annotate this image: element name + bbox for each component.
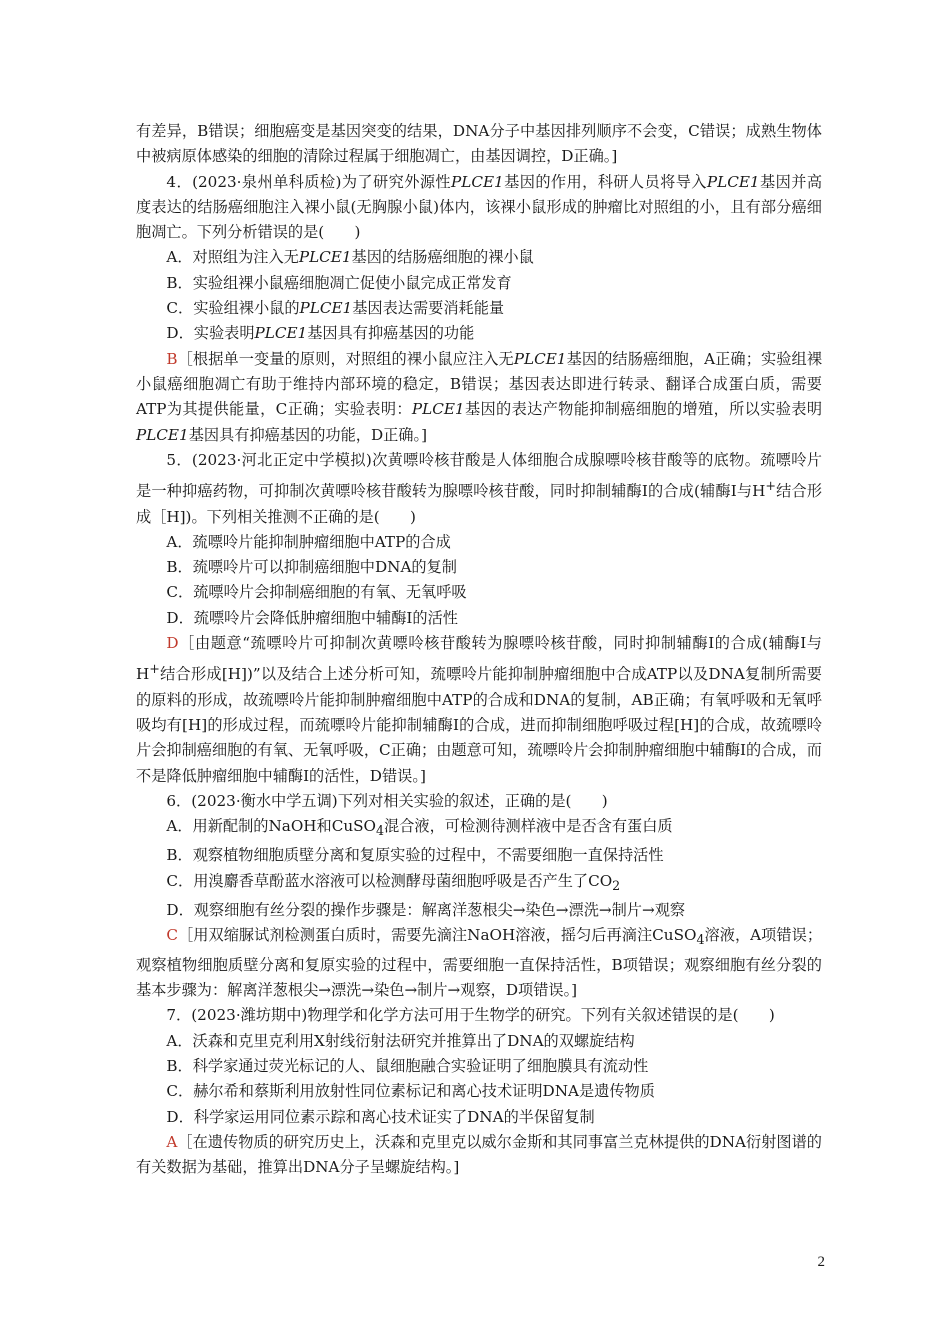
question-4-option-b: B．实验组裸小鼠癌细胞凋亡促使小鼠完成正常发育	[166, 273, 512, 292]
question-6-option-b: B．观察植物细胞质壁分离和复原实验的过程中，不需要细胞一直保持活性	[166, 846, 664, 865]
question-4-option-a: A．对照组为注入无PLCE1基因的结肠癌细胞的裸小鼠	[166, 248, 534, 267]
question-6-explanation: C［用双缩脲试剂检测蛋白质时，需要先滴注NaOH溶液，摇匀后再滴注CuSO$_4$溶液，A项错误；观察植物细胞质壁分离和复原实验的过程中，需要细胞一直保持活性，B项错误；观察细胞有丝分裂的基本步骤为：解离洋葱根尖→漂洗→染色→制片→观察，D项错误。]	[136, 926, 823, 1000]
question-4-explanation: B［根据单一变量的原则，对照组的裸小鼠应注入无PLCE1基因的结肠癌细胞，A正确；实验组裸小鼠癌细胞凋亡有助于维持内部环境的稳定，B错误；基因表达即进行转录、翻译合成蛋白质，需要ATP为其提供能量，C正确；实验表明：PLCE1基因的表达产物能抑制癌细胞的增殖，所以实验表明PLCE1基因具有抑癌基因的功能，D正确。]	[136, 349, 823, 444]
question-4-option-d: D．实验表明PLCE1基因具有抑癌基因的功能	[166, 324, 475, 343]
question-5-option-a: A．巯嘌呤片能抑制肿瘤细胞中ATP的合成	[166, 532, 451, 551]
question-6-option-c: C．用溴麝香草酚蓝水溶液可以检测酵母菌细胞呼吸是否产生了$CO_2$	[166, 871, 621, 893]
question-5-option-c: C．巯嘌呤片会抑制癌细胞的有氧、无氧呼吸	[166, 583, 467, 602]
question-4-option-c: C．实验组裸小鼠的PLCE1基因表达需要消耗能量	[166, 299, 505, 318]
question-7-option-d: D．科学家运用同位素示踪和离心技术证实了DNA的半保留复制	[166, 1107, 595, 1126]
question-5-answer: D	[166, 634, 179, 652]
question-7-stem: 7．(2023·潍坊期中)物理学和化学方法可用于生物学的研究。下列有关叙述错误的是( )	[166, 1006, 775, 1025]
question-5-stem: 5．(2023·河北正定中学模拟)次黄嘌呤核苷酸是人体细胞合成腺嘌呤核苷酸等的底物。巯嘌呤片是一种抑癌药物，可抑制次黄嘌呤核苷酸转为腺嘌呤核苷酸，同时抑制辅酶Ⅰ的合成(辅酶Ⅰ与H+结合形成［H])。下列相关推测不正确的是( )	[136, 450, 823, 526]
question-7-option-b: B．科学家通过荧光标记的人、鼠细胞融合实验证明了细胞膜具有流动性	[166, 1056, 649, 1075]
question-6-stem: 6．(2023·衡水中学五调)下列对相关实验的叙述，正确的是( )	[166, 791, 608, 810]
page-number: 2	[817, 1254, 825, 1270]
question-5-option-d: D．巯嘌呤片会降低肿瘤细胞中辅酶Ⅰ的活性	[166, 608, 458, 627]
question-5-explanation: D［由题意“巯嘌呤片可抑制次黄嘌呤核苷酸转为腺嘌呤核苷酸，同时抑制辅酶Ⅰ的合成(辅酶Ⅰ与H+结合形成[H])”以及结合上述分析可知，巯嘌呤片能抑制肿瘤细胞中合成ATP以及DNA复制所需要的原料的形成，故巯嘌呤片能抑制肿瘤细胞中ATP的合成和DNA的复制，AB正确；有氧呼吸和无氧呼吸均有[H]的形成过程，而巯嘌呤片能抑制辅酶Ⅰ的合成，进而抑制细胞呼吸过程[H]的合成，故巯嘌呤片会抑制癌细胞的有氧、无氧呼吸，C正确；由题意可知，巯嘌呤片会抑制肿瘤细胞中辅酶Ⅰ的合成，而不是降低肿瘤细胞中辅酶Ⅰ的活性，D错误。]	[136, 634, 822, 785]
question-4-stem: 4．(2023·泉州单科质检)为了研究外源性PLCE1基因的作用，科研人员将导入PLCE1基因并高度表达的结肠癌细胞注入裸小鼠(无胸腺小鼠)体内，该裸小鼠形成的肿瘤比对照组的小，且有部分癌细胞凋亡。下列分析错误的是( )	[136, 172, 823, 242]
carryover-explanation: 有差异，B错误；细胞癌变是基因突变的结果，DNA分子中基因排列顺序不会变，C错误；成熟生物体中被病原体感染的细胞的清除过程属于细胞凋亡，由基因调控，D正确。]	[136, 122, 822, 166]
question-7-explanation: A［在遗传物质的研究历史上，沃森和克里克以威尔金斯和其同事富兰克林提供的DNA衍射图谱的有关数据为基础，推算出DNA分子呈螺旋结构。]	[136, 1132, 822, 1177]
question-6-answer: C	[166, 926, 179, 945]
question-6-option-d: D．观察细胞有丝分裂的操作步骤是：解离洋葱根尖→染色→漂洗→制片→观察	[166, 901, 686, 920]
question-7-option-c: C．赫尔希和蔡斯利用放射性同位素标记和离心技术证明DNA是遗传物质	[166, 1082, 655, 1101]
question-7-option-a: A．沃森和克里克利用X射线衍射法研究并推算出了DNA的双螺旋结构	[166, 1031, 635, 1050]
question-4-answer: B	[166, 349, 178, 368]
question-6-option-a: A．用新配制的NaOH和CuSO$_4$混合液，可检测待测样液中是否含有蛋白质	[166, 817, 673, 839]
page-content	[136, 119, 822, 1180]
question-5-option-b: B．巯嘌呤片可以抑制癌细胞中DNA的复制	[166, 558, 457, 577]
question-7-answer: A	[166, 1132, 178, 1151]
